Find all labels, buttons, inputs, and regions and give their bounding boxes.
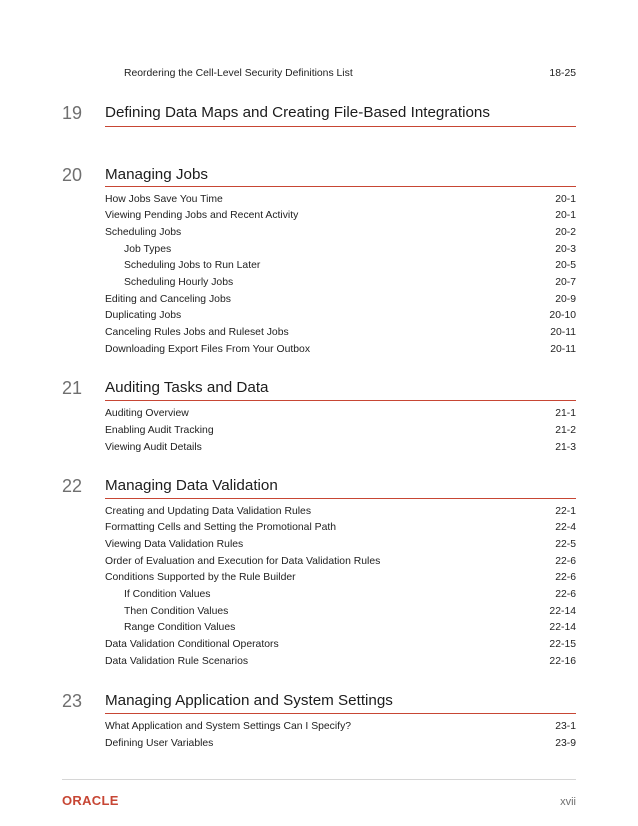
oracle-logo-text: ORACLE [62, 793, 119, 807]
toc-entry-page: 20-10 [549, 310, 576, 321]
toc-entry[interactable] [105, 654, 576, 670]
footer-divider [62, 779, 576, 780]
chapter-title: Auditing Tasks and Data [105, 379, 269, 396]
toc-entry-label: Data Validation Rule Scenarios [105, 656, 249, 667]
chapter-heading-23[interactable] [62, 689, 576, 713]
toc-entry[interactable] [105, 225, 576, 241]
toc-entry-label: Duplicating Jobs [105, 310, 182, 321]
toc-entry-label: How Jobs Save You Time [105, 194, 223, 205]
toc-entry-page: 22-4 [555, 522, 576, 533]
chapter-number: 23 [62, 691, 83, 711]
toc-entry[interactable] [105, 423, 576, 439]
toc-entry-page: 20-11 [550, 344, 576, 355]
toc-entry-page: 20-7 [555, 277, 576, 288]
page-number-label: xvii [560, 796, 576, 808]
toc-entry-label: Then Condition Values [124, 606, 229, 617]
chapter-divider [105, 126, 576, 127]
chapter-title: Defining Data Maps and Creating File-Based Integrations [105, 104, 490, 121]
toc-entry-label: Job Types [124, 244, 172, 255]
toc-entry-page: 20-1 [555, 210, 576, 221]
toc-entry-page: 22-16 [549, 656, 576, 667]
toc-entry-page: 22-14 [549, 606, 576, 617]
toc-entry[interactable] [105, 736, 576, 752]
toc-entry-label: Editing and Canceling Jobs [105, 294, 231, 305]
toc-entry-page: 22-14 [549, 622, 576, 633]
toc-entry[interactable] [105, 325, 576, 341]
toc-entry-label: Formatting Cells and Setting the Promotional Path [105, 522, 337, 533]
toc-entry[interactable] [105, 208, 576, 224]
toc-entry-label: Scheduling Jobs to Run Later [124, 260, 261, 271]
toc-entry-page: 21-2 [555, 425, 576, 436]
chapter-heading-20[interactable] [62, 163, 576, 187]
toc-entry-label: Defining User Variables [105, 738, 214, 749]
chapter-heading-19[interactable] [62, 101, 576, 125]
toc-entry[interactable] [105, 570, 576, 586]
chapter-heading-21[interactable] [62, 376, 576, 400]
toc-entry[interactable] [124, 66, 576, 82]
toc-entry-page: 20-11 [550, 327, 576, 338]
toc-entry-page: 22-6 [555, 572, 576, 583]
chapter-number: 20 [62, 165, 83, 185]
toc-entry-label: Auditing Overview [105, 408, 189, 419]
chapter-divider [105, 186, 576, 187]
toc-entry-label: What Application and System Settings Can I Specify? [105, 721, 352, 732]
toc-entry-page: 20-3 [555, 244, 576, 255]
toc-entry[interactable] [105, 292, 576, 308]
chapter-divider [105, 713, 576, 714]
toc-entry[interactable] [105, 504, 576, 520]
toc-entry[interactable] [124, 587, 576, 603]
toc-entry[interactable] [105, 342, 576, 358]
toc-entry-label: Scheduling Hourly Jobs [124, 277, 234, 288]
toc-entry[interactable] [105, 406, 576, 422]
toc-entry-label: Reordering the Cell-Level Security Definitions List [124, 68, 353, 79]
chapter-number: 21 [62, 378, 83, 398]
toc-entry-label: Canceling Rules Jobs and Ruleset Jobs [105, 327, 289, 338]
toc-entry-page: 22-1 [555, 506, 576, 517]
toc-entry-page: 20-1 [555, 194, 576, 205]
toc-entry-label: Data Validation Conditional Operators [105, 639, 279, 650]
toc-entry-label: Scheduling Jobs [105, 227, 182, 238]
toc-entry-page: 20-5 [555, 260, 576, 271]
chapter-divider [105, 498, 576, 499]
chapter-heading-22[interactable] [62, 474, 576, 498]
chapter-title: Managing Application and System Settings [105, 692, 393, 709]
toc-entry-label: Conditions Supported by the Rule Builder [105, 572, 296, 583]
toc-entry[interactable] [105, 520, 576, 536]
toc-entry[interactable] [124, 275, 576, 291]
toc-entry-page: 21-3 [555, 442, 576, 453]
toc-entry-label: Range Condition Values [124, 622, 236, 633]
chapter-number: 22 [62, 476, 83, 496]
toc-entry-page: 21-1 [555, 408, 576, 419]
toc-entry-label: Viewing Pending Jobs and Recent Activity [105, 210, 299, 221]
toc-entry[interactable] [124, 604, 576, 620]
toc-entry-page: 22-6 [555, 556, 576, 567]
chapter-number: 19 [62, 103, 83, 123]
toc-entry[interactable] [105, 537, 576, 553]
toc-entry[interactable] [105, 719, 576, 735]
toc-entry-label: Creating and Updating Data Validation Rules [105, 506, 312, 517]
oracle-logo [62, 793, 132, 807]
chapter-title: Managing Data Validation [105, 477, 278, 494]
toc-entry-label: If Condition Values [124, 589, 211, 600]
toc-entry-label: Viewing Data Validation Rules [105, 539, 244, 550]
toc-entry-label: Order of Evaluation and Execution for Data Validation Rules [105, 556, 381, 567]
toc-entry[interactable] [124, 242, 576, 258]
toc-entry-page: 20-9 [555, 294, 576, 305]
toc-entry[interactable] [105, 192, 576, 208]
toc-entry-page: 22-5 [555, 539, 576, 550]
toc-entry[interactable] [105, 440, 576, 456]
toc-entry-label: Enabling Audit Tracking [105, 425, 214, 436]
toc-entry-page: 20-2 [555, 227, 576, 238]
toc-entry[interactable] [105, 637, 576, 653]
toc-entry-label: Viewing Audit Details [105, 442, 202, 453]
toc-entry-page: 22-6 [555, 589, 576, 600]
chapter-divider [105, 400, 576, 401]
toc-entry-page: 23-9 [555, 738, 576, 749]
toc-entry-page: 18-25 [549, 68, 576, 79]
toc-entry[interactable] [105, 308, 576, 324]
toc-entry[interactable] [124, 258, 576, 274]
toc-entry-label: Downloading Export Files From Your Outbox [105, 344, 311, 355]
toc-entry[interactable] [124, 620, 576, 636]
toc-entry[interactable] [105, 554, 576, 570]
chapter-title: Managing Jobs [105, 166, 209, 183]
toc-entry-page: 22-15 [549, 639, 576, 650]
toc-entry-page: 23-1 [555, 721, 576, 732]
